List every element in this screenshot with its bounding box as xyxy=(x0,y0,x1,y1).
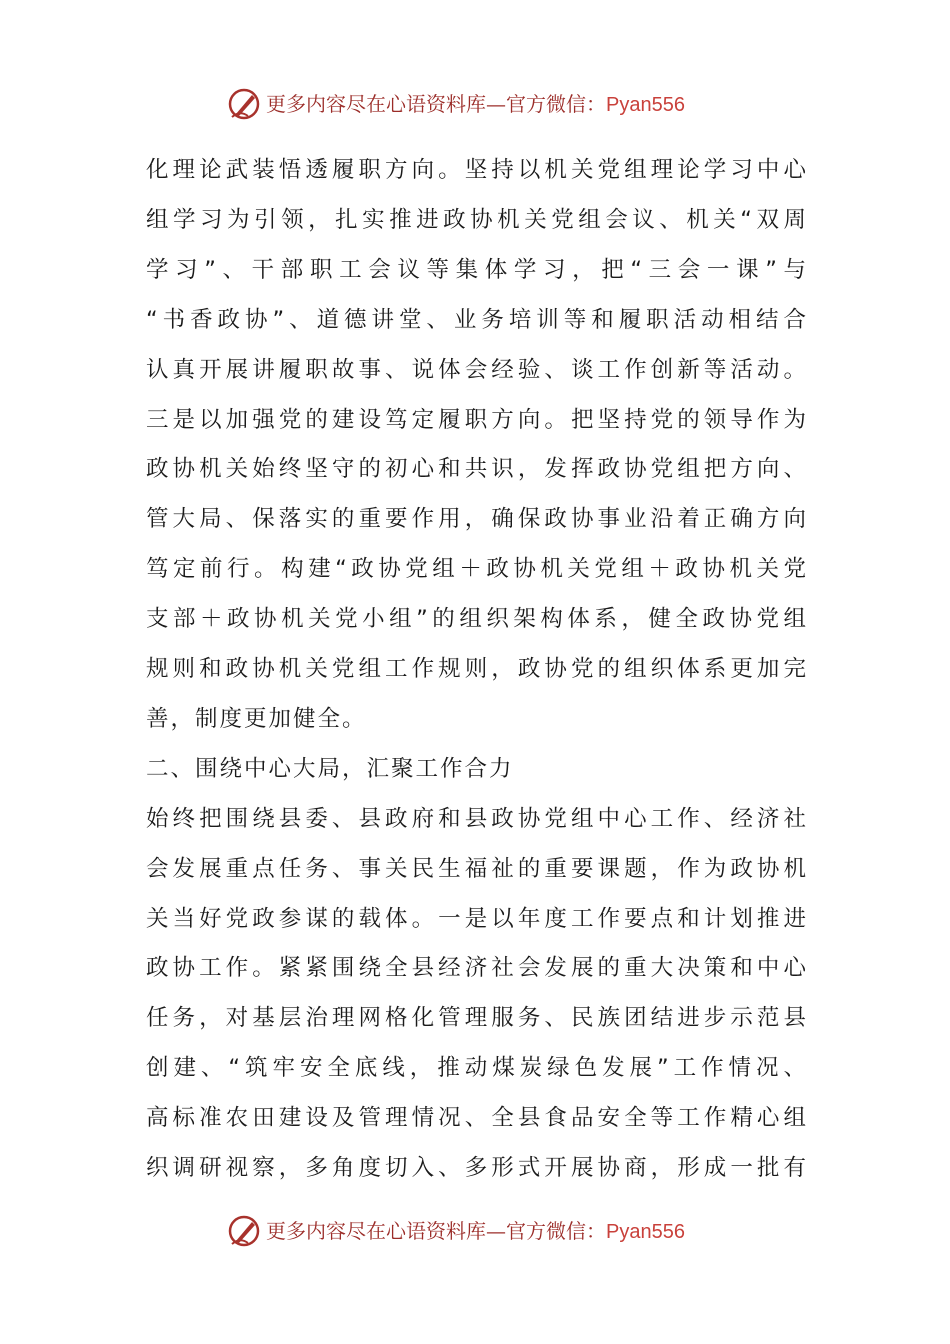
text-line: 支部＋政协机关党小组”的组织架构体系，健全政协党组 xyxy=(146,606,806,633)
text-line: 组学习为引领，扎实推进政协机关党组会议、机关“双周 xyxy=(146,206,806,233)
text-line: 关当好党政参谋的载体。一是以年度工作要点和计划推进 xyxy=(146,905,806,932)
text-line: 三是以加强党的建设笃定履职方向。把坚持党的领导作为 xyxy=(146,406,806,433)
text-line: 化理论武装悟透履职方向。坚持以机关党组理论学习中心 xyxy=(146,157,806,183)
text-line: 学习”、干部职工会议等集体学习，把“三会一课”与 xyxy=(146,256,806,283)
text-line: 任务，对基层治理网格化管理服务、民族团结进步示范县 xyxy=(146,1005,806,1032)
watermark-text: 更多内容尽在心语资料库—官方微信：Pyan556 xyxy=(266,92,685,116)
text-line: 会发展重点任务、事关民生福祉的重要课题，作为政协机 xyxy=(146,855,806,882)
text-line: 认真开展讲履职故事、说体会经验、谈工作创新等活动。 xyxy=(146,356,806,383)
text-line: 政协机关始终坚守的初心和共识，发挥政协党组把方向、 xyxy=(146,456,806,483)
watermark-text: 更多内容尽在心语资料库—官方微信：Pyan556 xyxy=(266,1219,685,1243)
text-line: 创建、“筑牢安全底线，推动煤炭绿色发展”工作情况、 xyxy=(146,1055,806,1082)
footer-watermark xyxy=(0,1211,950,1251)
header-watermark xyxy=(0,84,950,124)
text-line: 政协工作。紧紧围绕全县经济社会发展的重大决策和中心 xyxy=(146,955,806,982)
text-line: 管大局、保落实的重要作用，确保政协事业沿着正确方向 xyxy=(146,506,806,533)
text-line: 始终把围绕县委、县政府和县政协党组中心工作、经济社 xyxy=(146,805,806,832)
text-line: “书香政协”、道德讲堂、业务培训等和履职活动相结合 xyxy=(146,306,806,333)
text-line: 规则和政协机关党组工作规则，政协党的组织体系更加完 xyxy=(146,656,806,682)
text-line: 高标准农田建设及管理情况、全县食品安全等工作精心组 xyxy=(146,1105,806,1132)
pen-circle-logo-icon xyxy=(226,86,262,122)
text-line: 笃定前行。构建“政协党组＋政协机关党组＋政协机关党 xyxy=(146,556,806,583)
text-line: 二、围绕中心大局，汇聚工作合力 xyxy=(146,755,514,782)
pen-circle-logo-icon xyxy=(226,1213,262,1249)
text-line: 善，制度更加健全。 xyxy=(146,705,367,732)
text-line: 织调研视察，多角度切入、多形式开展协商，形成一批有 xyxy=(146,1155,806,1181)
